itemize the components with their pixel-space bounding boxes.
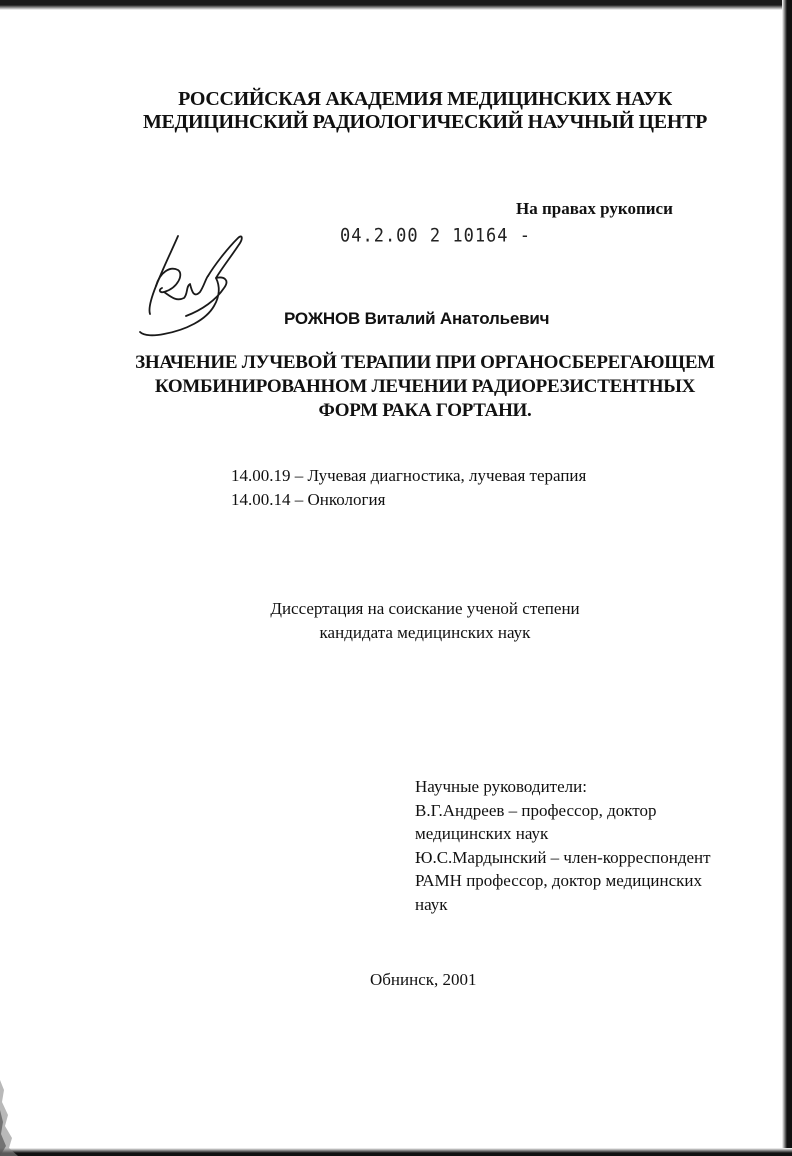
registration-stamp-number: 04.2.00 2 10164 -: [340, 224, 531, 248]
author-name: РОЖНОВ Виталий Анатольевич: [284, 309, 550, 328]
advisor-line: наук: [415, 894, 448, 914]
manuscript-rights-note: На правах рукописи: [516, 199, 673, 218]
specialty-line: 14.00.19 – Лучевая диагностика, лучевая терапия: [231, 466, 587, 485]
thesis-title-line-1: ЗНАЧЕНИЕ ЛУЧЕВОЙ ТЕРАПИИ ПРИ ОРГАНОСБЕРЕГАЮЩЕМ: [135, 352, 715, 373]
degree-statement: [0, 597, 792, 645]
handwritten-signature: [134, 226, 254, 346]
specialty-codes: [231, 464, 586, 512]
scan-border-top: [0, 0, 792, 10]
degree-line-1: Диссертация на соискание ученой степени: [270, 599, 580, 618]
thesis-title-line-3: ФОРМ РАКА ГОРТАНИ.: [318, 400, 532, 421]
institution-line-2: МЕДИЦИНСКИЙ РАДИОЛОГИЧЕСКИЙ НАУЧНЫЙ ЦЕНТР: [142, 111, 708, 133]
advisors-heading: Научные руководители:: [415, 777, 587, 796]
institution-line-1: РОССИЙСКАЯ АКАДЕМИЯ МЕДИЦИНСКИХ НАУК: [178, 88, 672, 110]
institution-header: [0, 88, 792, 134]
scan-border-bottom: [0, 1148, 792, 1156]
advisor-line: медицинских наук: [415, 824, 549, 843]
city-and-year: Обнинск, 2001: [370, 970, 477, 989]
advisor-line: В.Г.Андреев – профессор, доктор: [415, 800, 657, 820]
scientific-advisors: [415, 775, 711, 916]
scan-border-right: [782, 0, 792, 1156]
advisor-line: РАМН профессор, доктор медицинских: [415, 871, 703, 890]
scan-edge-artifact: [0, 1060, 30, 1156]
thesis-title-line-2: КОМБИНИРОВАННОМ ЛЕЧЕНИИ РАДИОРЕЗИСТЕНТНЫХ: [154, 376, 696, 397]
specialty-line: 14.00.14 – Онкология: [231, 490, 386, 509]
advisor-line: Ю.С.Мардынский – член-корреспондент: [415, 847, 711, 867]
thesis-title: [0, 351, 792, 423]
degree-line-2: кандидата медицинских наук: [319, 623, 531, 642]
